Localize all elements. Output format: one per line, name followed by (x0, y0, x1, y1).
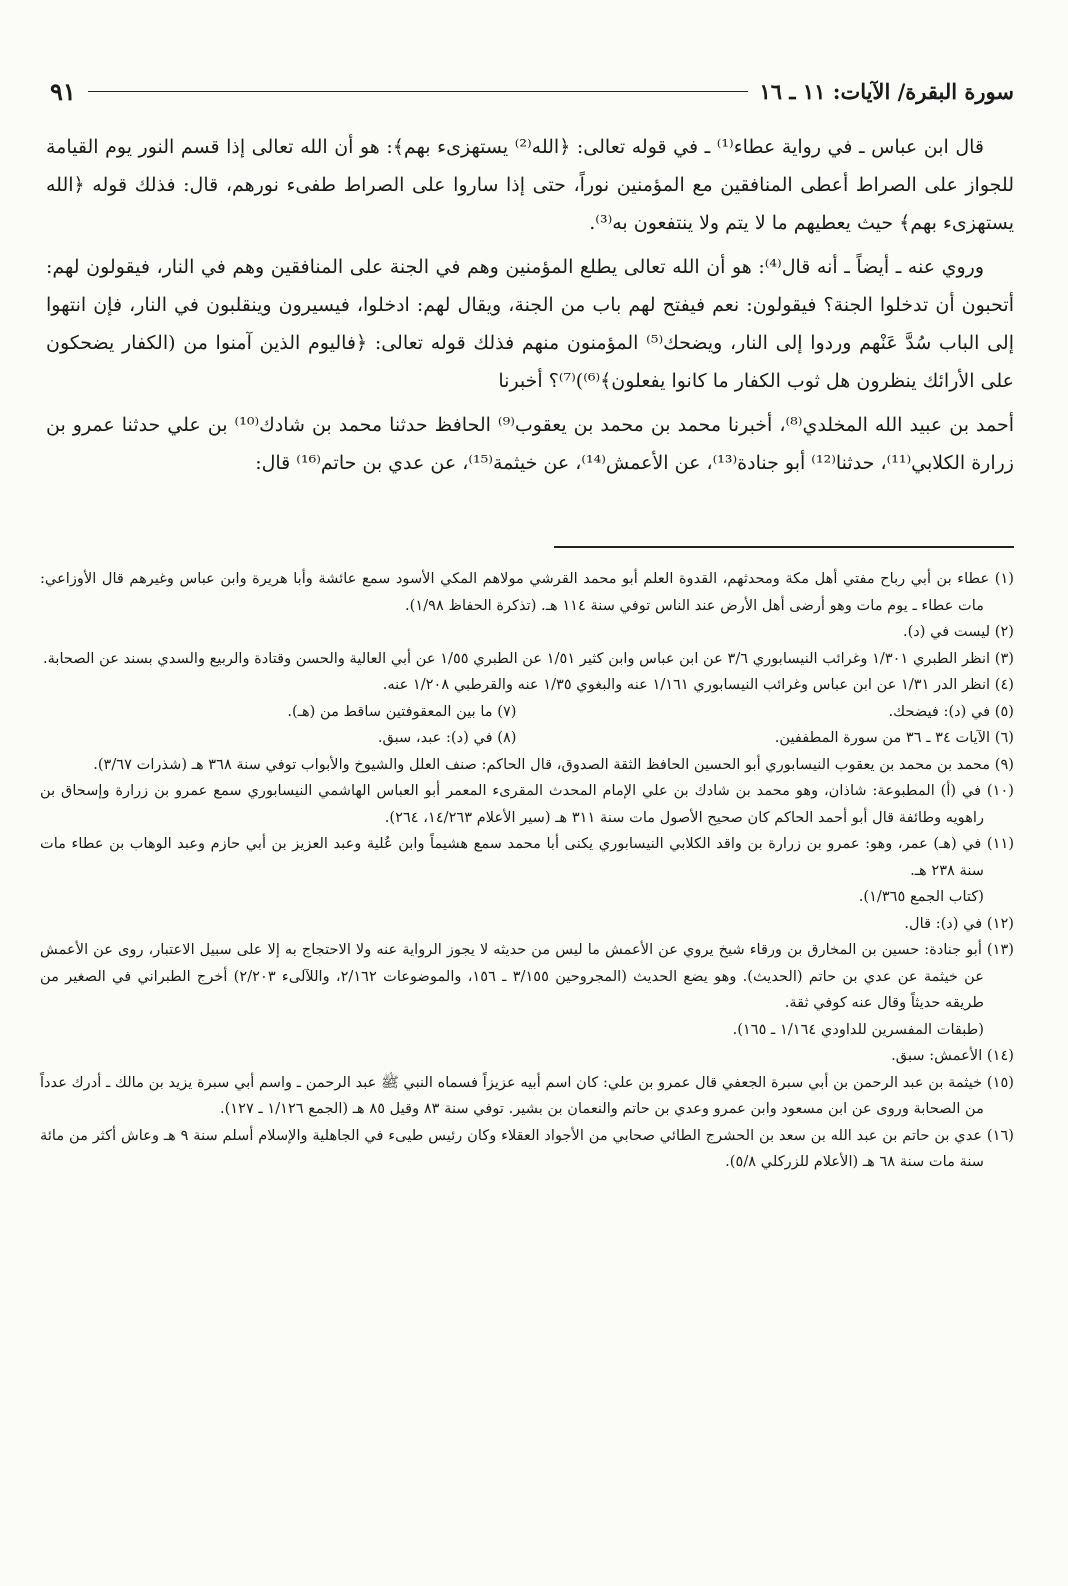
footnote-5: (٥) في (د): فيضحك. (888, 702, 1014, 720)
footnote-9: (٩) محمد بن محمد بن يعقوب النيسابوري أبو الحسين الحافظ الثقة الصدوق، قال الحاكم: صنف العلل والشيوخ والأبواب توفي سنة ٣٦٨ هـ (شذرات ٣/٦٧). (93, 755, 1014, 773)
footnote-12: (١٢) في (د): قال. (904, 914, 1014, 932)
footnote-3: (٣) انظر الطبري ١/٣٠١ وغرائب النيسابوري ٣/٦ عن ابن عباس وابن كثير ١/٥١ عن الطبري ١/٥٥ عن أبي العالية والحسن وقتادة والربيع والسدي بسند عن الصحابة. (42, 649, 1014, 667)
main-text (46, 128, 1014, 488)
footnote-row-5-7 (40, 699, 1014, 726)
footnote-15: (١٥) خيثمة بن عبد الرحمن بن أبي سبرة الجعفي قال عمرو بن علي: كان اسم أبيه عزيزاً فسماه النبي ﷺ عبد الرحمن ـ واسم أبي سبرة يزيد بن مالك ـ أدرك عدداً من الصحابة وروى عن ابن مسعود وابن عمرو وعدي بن حاتم والنعمان بن بشير. توفي سنة ٨٣ وقيل ٨٥ هـ (الجمع ١/١٢٦ ـ ١٢٧). (40, 1073, 1014, 1117)
footnote-13: (١٣) أبو جنادة: حسين بن المخارق بن ورقاء شيخ يروي عن الأعمش ما ليس من حديثه لا يجوز الرواية عنه ولا الاحتجاج به إلا على سبيل الاعتبار، روى عن الأعمش عن خيثمة عن عدي بن حاتم (الحديث). وهو يضع الحديث (المجروحين ٣/١٥٥ ـ ١٥٦، والموضوعات ٢/١٦٢، واللآلىء ٢/٢٠٣) أخرج الطبراني في الصغير من طريقه حديثاً وقال عنه كوفي ثقة. (40, 941, 1014, 1011)
footnote-2: (٢) ليست في (د). (902, 623, 1014, 640)
page-number: ٩١ (50, 76, 76, 106)
footnote-7: (٧) ما بين المعقوفتين ساقط من (هـ). (287, 702, 517, 720)
footnote-separator (554, 546, 1014, 548)
footnote-11: (١١) في (هـ) عمر، وهو: عمرو بن زرارة بن واقد الكلابي النيسابوري يكنى أبا محمد سمع هشيماً وابن عُلية وعبد العزيز بن أبي حازم وعبد الوهاب بن عطاء مات سنة ٢٣٨ هـ. (40, 835, 1015, 879)
footnote-13-source: (طبقات المفسرين للداودي ١/١٦٤ ـ ١٦٥). (732, 1020, 984, 1038)
footnote-14: (١٤) الأعمش: سبق. (891, 1047, 1014, 1064)
footnote-10: (١٠) في (أ) المطبوعة: شاذان، وهو محمد بن شادك بن علي الإمام المحدث المقرىء المعمر أبو العباس الهاشمي النيسابوري سمع عمرو بن زرارة وإسحاق بن راهويه وطائفة قال أبو أحمد الحاكم كان صحيح الأصول مات سنة ٣١١ هـ (سير الأعلام ١٤/٢٦٣، ٢٦٤). (40, 782, 1014, 826)
footnote-4: (٤) انظر الدر ١/٣١ عن ابن عباس وغرائب النيسابوري ١/١٦١ عنه والبغوي ١/٣٥ عنه والقرطبي ١/٢٠٨ عنه. (382, 676, 1014, 693)
footnotes (40, 566, 1014, 1176)
running-title: سورة البقرة/ الآيات: ١١ ـ ١٦ (759, 78, 1014, 104)
footnote-row-6-8 (40, 725, 1014, 752)
paragraph-ibn-abbas: قال ابن عباس ـ في رواية عطاء⁽¹⁾ ـ في قوله تعالى: ﴿الله⁽²⁾ يستهزىء بهم﴾: هو أن الله تعالى إذا قسم النور يوم القيامة للجواز على الصراط أعطى المنافقين مع المؤمنين نوراً، حتى إذا ساروا على الصراط طفىء نورهم، قال: فذلك قوله ﴿الله يستهزىء بهم﴾ حيث يعطيهم ما لا يتم ولا ينتفعون به⁽³⁾. (46, 136, 1014, 234)
footnote-6: (٦) الآيات ٣٤ ـ ٣٦ من سورة المطففين. (774, 729, 1014, 746)
footnote-16: (١٦) عدي بن حاتم بن عبد الله بن سعد بن الحشرج الطائي صحابي من الأجواد العقلاء وكان رئيس طيىء في الجاهلية والإسلام أسلم سنة ٩ هـ وعاش أكثر من مائة سنة مات سنة ٦٨ هـ (الأعلام للزركلي ٥/٨). (40, 1126, 1014, 1170)
page-header (50, 76, 1014, 106)
paragraph-isnad: أحمد بن عبيد الله المخلدي⁽⁸⁾، أخبرنا محمد بن محمد بن يعقوب⁽⁹⁾ الحافظ حدثنا محمد بن شادك⁽¹⁰⁾ بن علي حدثنا عمرو بن زرارة الكلابي⁽¹¹⁾، حدثنا⁽¹²⁾ أبو جنادة⁽¹³⁾، عن الأعمش⁽¹⁴⁾، عن خيثمة⁽¹⁵⁾، عن عدي بن حاتم⁽¹⁶⁾ قال: (46, 414, 1015, 474)
footnote-8: (٨) في (د): عبد، سبق. (377, 729, 517, 746)
footnote-1: (١) عطاء بن أبي رباح مفتي أهل مكة ومحدثهم، القدوة العلم أبو محمد القرشي مولاهم المكي الأسود سمع عائشة وأبا هريرة وابن عباس وغيرهم قال الأوزاعي: مات عطاء ـ يوم مات وهو أرضى أهل الأرض عند الناس توفي سنة ١١٤ هـ. (تذكرة الحفاظ ١/٩٨). (40, 570, 1014, 614)
paragraph-narration: وروي عنه ـ أيضاً ـ أنه قال⁽⁴⁾: هو أن الله تعالى يطلع المؤمنين وهم في الجنة على المنافقين وهم في النار، فيقولون لهم: أتحبون أن تدخلوا الجنة؟ فيقولون: نعم فيفتح لهم باب من الجنة، ويقال لهم: ادخلوا، فيسيرون وينقلبون في النار، فإن انتهوا إلى الباب سُدَّ عَنْهم وردوا إلى النار، ويضحك⁽⁵⁾ المؤمنون منهم فذلك قوله تعالى: ﴿فاليوم الذين آمنوا من (الكفار يضحكون على الأرائك ينظرون هل ثوب الكفار ما كانوا يفعلون﴾⁽⁶⁾)⁽⁷⁾؟ أخبرنا (46, 256, 1015, 392)
footnote-11-source: (كتاب الجمع ١/٣٦٥). (858, 888, 984, 905)
header-rule (88, 91, 748, 92)
